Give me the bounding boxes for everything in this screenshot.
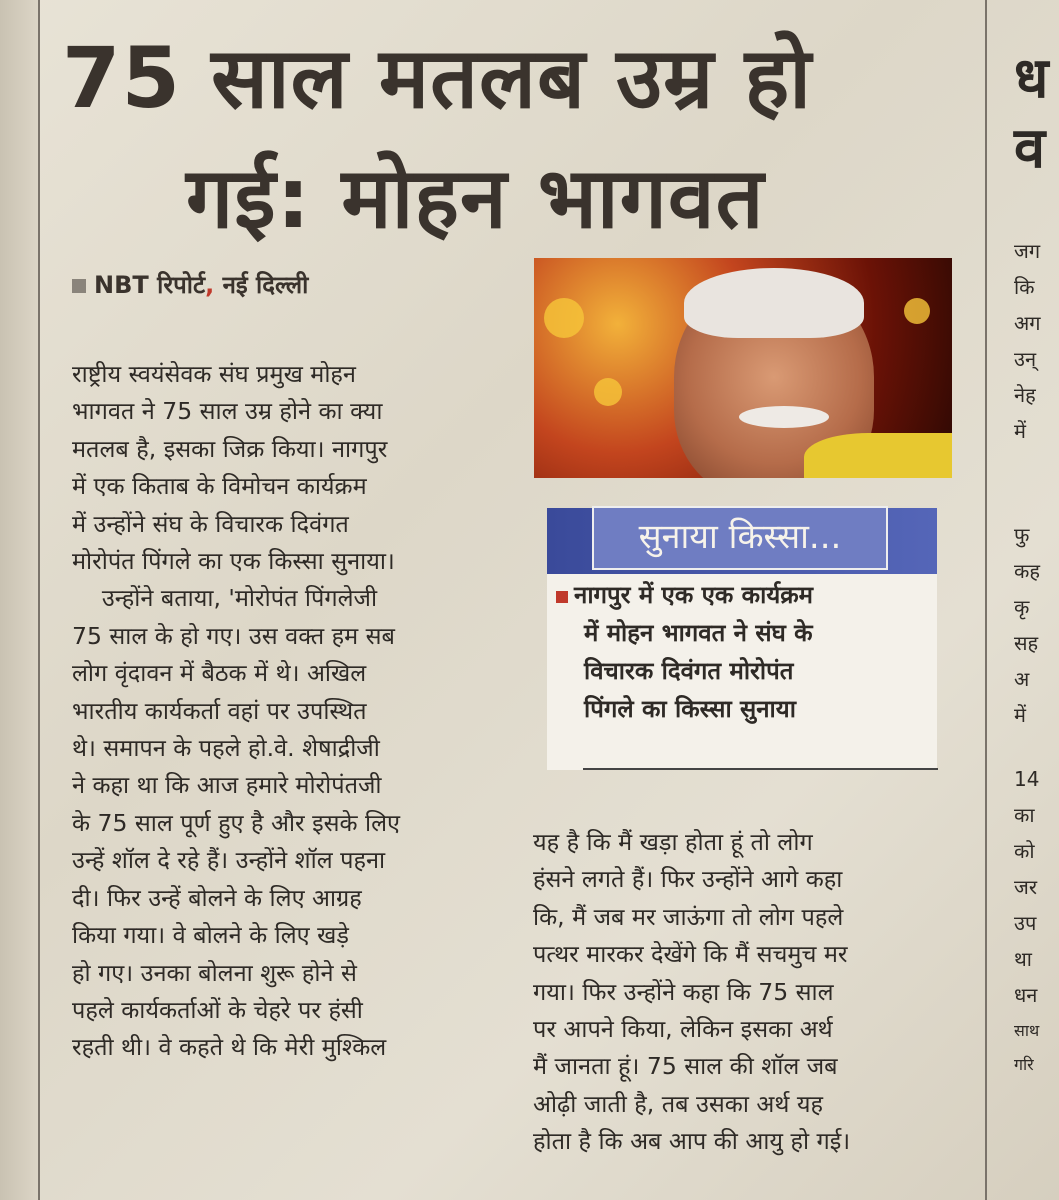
- adjacent-headline-fragment: व: [1014, 116, 1046, 181]
- text-line: के 75 साल पूर्ण हुए है और इसके लिए: [72, 808, 401, 837]
- caption-underline: [583, 768, 938, 770]
- text-line: रहती थी। वे कहते थे कि मेरी मुश्किल: [72, 1033, 387, 1062]
- text-line: दी। फिर उन्हें बोलने के लिए आग्रह: [72, 883, 362, 912]
- article-column-2: [533, 824, 850, 1161]
- caption-line: नागपुर में एक एक कार्यक्रम: [574, 581, 814, 609]
- article-column-1: [72, 356, 400, 1067]
- adjacent-text-fragment: कृ: [1014, 595, 1030, 619]
- byline-separator: ,: [205, 271, 215, 299]
- adjacent-text-fragment: धन: [1014, 983, 1038, 1007]
- text-line: ने कहा था कि आज हमारे मोरोपंतजी: [72, 771, 382, 800]
- text-line: किया गया। वे बोलने के लिए खड़े: [72, 921, 349, 950]
- text-line: पर आपने किया, लेकिन इसका अर्थ: [533, 1015, 833, 1044]
- page-edge: [0, 0, 40, 1200]
- text-line: उन्हें शॉल दे रहे हैं। उन्होंने शॉल पहना: [72, 846, 386, 875]
- byline-place: नई दिल्ली: [214, 271, 309, 299]
- adjacent-text-fragment: साथ: [1014, 1021, 1040, 1040]
- portrait-photo: [534, 258, 952, 478]
- caption-line: में मोहन भागवत ने संघ के: [584, 619, 813, 647]
- byline-source: NBT रिपोर्ट: [94, 271, 206, 299]
- text-line: में एक किताब के विमोचन कार्यक्रम: [72, 472, 367, 501]
- text-line: राष्ट्रीय स्वयंसेवक संघ प्रमुख मोहन: [72, 360, 356, 388]
- headline-line-2: गई: मोहन भागवत: [186, 149, 765, 247]
- adjacent-text-fragment: नेह: [1014, 383, 1036, 407]
- person-hair: [684, 268, 864, 338]
- stage-light: [544, 298, 584, 338]
- adjacent-text-fragment: में: [1014, 703, 1026, 727]
- text-line: हंसने लगते हैं। फिर उन्होंने आगे कहा: [533, 865, 843, 894]
- adjacent-text-fragment: फु: [1014, 523, 1030, 547]
- stage-light: [904, 298, 930, 324]
- text-line: हो गए। उनका बोलना शुरू होने से: [72, 958, 357, 987]
- column-rule-left: [38, 0, 40, 1200]
- adjacent-text-fragment: जग: [1014, 239, 1041, 263]
- adjacent-text-fragment: अग: [1014, 311, 1041, 335]
- text-line: भागवत ने 75 साल उम्र होने का क्या: [72, 397, 383, 426]
- caption-label: सुनाया किस्सा...: [592, 506, 888, 570]
- text-line: थे। समापन के पहले हो.वे. शेषाद्रीजी: [72, 734, 380, 763]
- adjacent-text-fragment: जर: [1014, 875, 1038, 899]
- text-line: ओढ़ी जाती है, तब उसका अर्थ यह: [533, 1089, 823, 1118]
- text-line: मैं जानता हूं। 75 साल की शॉल जब: [533, 1052, 838, 1081]
- adjacent-headline-fragment: ध: [1014, 46, 1049, 111]
- adjacent-text-fragment: कह: [1014, 559, 1040, 583]
- bullet-square-icon: [556, 591, 568, 603]
- text-line: 75 साल के हो गए। उस वक्त हम सब: [72, 621, 395, 650]
- byline: [72, 268, 308, 301]
- caption-line: विचारक दिवंगत मोरोपंत: [584, 657, 794, 685]
- person-shirt: [804, 433, 952, 478]
- adjacent-text-fragment: 14: [1014, 767, 1040, 791]
- stage-light: [594, 378, 622, 406]
- text-line: होता है कि अब आप की आयु हो गई।: [533, 1127, 851, 1156]
- adjacent-text-fragment: सह: [1014, 631, 1039, 655]
- text-line: मोरोपंत पिंगले का एक किस्सा सुनाया।: [72, 547, 395, 576]
- person-mustache: [739, 406, 829, 428]
- caption-line: पिंगले का किस्सा सुनाया: [584, 695, 796, 723]
- text-line: कि, मैं जब मर जाऊंगा तो लोग पहले: [533, 902, 844, 931]
- text-line: पत्थर मारकर देखेंगे कि मैं सचमुच मर: [533, 940, 848, 969]
- adjacent-text-fragment: था: [1014, 947, 1032, 971]
- adjacent-text-fragment: को: [1014, 839, 1035, 863]
- text-line: भारतीय कार्यकर्ता वहां पर उपस्थित: [72, 696, 367, 725]
- adjacent-text-fragment: में: [1014, 419, 1026, 443]
- adjacent-text-fragment: कि: [1014, 275, 1035, 299]
- adjacent-text-fragment: उप: [1014, 911, 1037, 935]
- text-line: गया। फिर उन्होंने कहा कि 75 साल: [533, 977, 834, 1006]
- text-line: पहले कार्यकर्ताओं के चेहरे पर हंसी: [72, 995, 363, 1024]
- bullet-square-icon: [72, 279, 86, 293]
- adjacent-text-fragment: उन्: [1014, 347, 1037, 371]
- text-line: उन्होंने बताया, 'मोरोपंत पिंगलेजी: [72, 584, 378, 613]
- text-line: मतलब है, इसका जिक्र किया। नागपुर: [72, 434, 388, 463]
- text-line: यह है कि मैं खड़ा होता हूं तो लोग: [533, 828, 813, 856]
- text-line: में उन्होंने संघ के विचारक दिवंगत: [72, 509, 349, 538]
- adjacent-text-fragment: गरि: [1014, 1055, 1034, 1074]
- adjacent-text-fragment: का: [1014, 803, 1035, 827]
- headline-line-1: 75 साल मतलब उम्र हो: [62, 29, 813, 127]
- adjacent-text-fragment: अ: [1014, 667, 1030, 691]
- text-line: लोग वृंदावन में बैठक में थे। अखिल: [72, 659, 367, 688]
- caption-body: [556, 576, 813, 728]
